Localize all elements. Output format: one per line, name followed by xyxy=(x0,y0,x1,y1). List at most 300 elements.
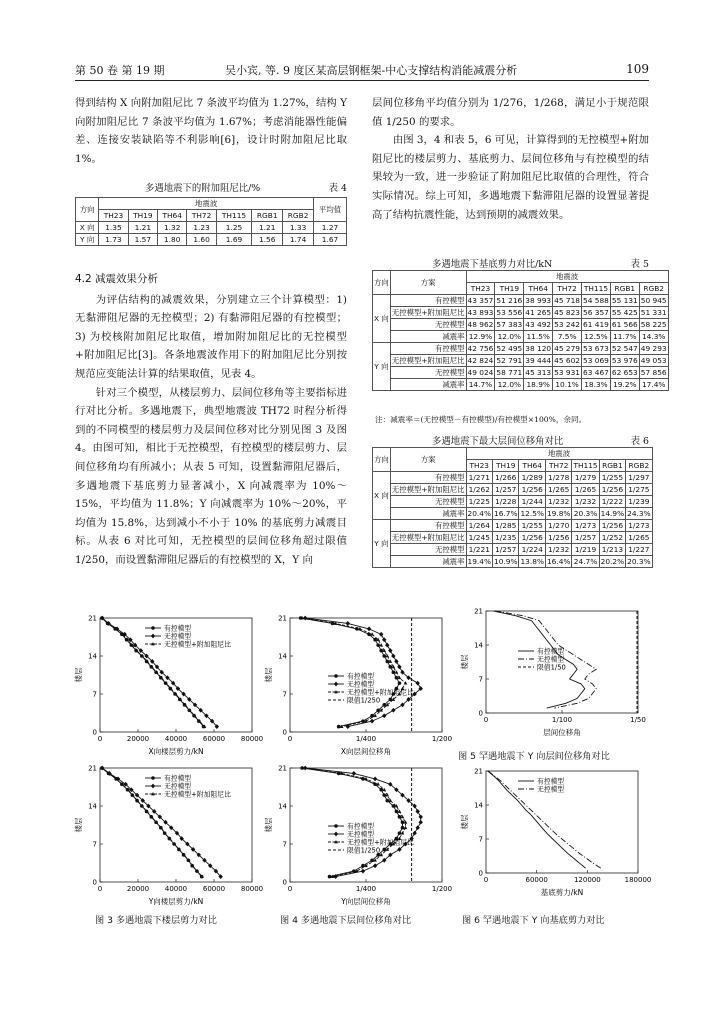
table-cell: 减震率 xyxy=(390,508,466,520)
legend-label: 限值1/50 xyxy=(537,663,566,672)
y-tick-label: 0 xyxy=(478,869,483,878)
table-cell: 24.3% xyxy=(627,509,651,518)
table-header-cell: TH115 xyxy=(216,210,252,222)
data-point xyxy=(404,826,408,829)
table-cell: 无控模型+附加阻尼比 xyxy=(391,308,465,317)
table-cell: 1/256 xyxy=(599,520,625,532)
table-cell: 1/271 xyxy=(466,472,492,484)
data-point xyxy=(398,815,402,819)
table-cell: X 向 xyxy=(76,222,99,234)
table-cell: 20.3% xyxy=(627,557,651,566)
legend-label: 无控模型 xyxy=(537,655,565,664)
table-header-cell: TH115 xyxy=(582,283,611,295)
chart-fig6 xyxy=(458,765,652,903)
table-cell: 45 313 xyxy=(525,368,552,377)
data-point xyxy=(395,670,399,673)
table-cell: 38 993 xyxy=(525,296,552,305)
table-cell: 53 931 xyxy=(554,368,581,377)
legend-marker xyxy=(334,674,338,678)
data-point xyxy=(373,863,377,868)
table-row xyxy=(373,484,653,496)
legend-label: 有控模型 xyxy=(347,672,375,681)
y-axis-label: 楼层 xyxy=(460,654,469,670)
y-tick-label: 7 xyxy=(92,690,97,699)
table-row xyxy=(373,307,669,319)
data-point xyxy=(398,809,402,812)
x-tick-label: 20000 xyxy=(126,885,150,893)
table-cell: 1/244 xyxy=(519,496,545,508)
data-point xyxy=(395,810,399,814)
data-point xyxy=(389,659,393,662)
table-header-cell: TH23 xyxy=(99,210,128,222)
table-row xyxy=(373,556,653,568)
chart-fig3b xyxy=(72,762,262,912)
table-cell: 12.0% xyxy=(495,331,524,343)
legend-label: 有控模型 xyxy=(537,777,565,786)
running-title: 吴小宾, 等. 9 度区某高层钢框架-中心支撑结构消能减震分析 xyxy=(225,64,518,77)
legend-marker xyxy=(151,784,155,789)
data-point xyxy=(370,719,374,724)
legend-marker xyxy=(151,626,155,630)
data-point xyxy=(412,831,416,836)
table-cell: 53 976 xyxy=(611,356,638,365)
table-cell: 61 419 xyxy=(583,320,609,329)
data-point xyxy=(367,626,371,631)
paragraph: 为评估结构的减震效果，分别建立三个计算模型：1) 无黏滞阻尼器的无控模型；2) 有黏滞阻尼器的有控模型；3) 为校核附加阻尼比取值，增加附加阻尼比的无控模型+附加阻尼比[3]。各条地震波作用下的附加阻尼比分别按规范应变能法计算的结果取值，见表 4。 xyxy=(75,293,347,380)
table-row xyxy=(373,532,653,544)
y-tick-label: 14 xyxy=(88,652,97,661)
table-header-cell: RGB2 xyxy=(639,283,668,295)
table-header-cell: TH72 xyxy=(553,283,582,295)
table-row xyxy=(373,295,669,307)
table-cell: 1/273 xyxy=(572,520,599,532)
table-cell: 7.5% xyxy=(553,331,582,343)
table-cell: 1/262 xyxy=(466,484,492,496)
table-cell: 61 566 xyxy=(611,320,638,329)
table-row xyxy=(373,472,653,484)
right-column-body xyxy=(372,94,649,224)
table-header-cell: TH19 xyxy=(128,210,157,222)
table-cell: 1.69 xyxy=(216,234,252,246)
data-point xyxy=(397,664,401,669)
legend-label: 无控模型+附加阻尼比 xyxy=(164,790,231,799)
table-cell: 1/255 xyxy=(599,472,625,484)
table-cell: 1/256 xyxy=(545,532,571,544)
table-row xyxy=(373,331,669,343)
table-cell: 55 425 xyxy=(611,308,638,317)
table-cell: 减震率 xyxy=(390,556,466,568)
table-header-cell: 方向 xyxy=(373,271,391,295)
data-point xyxy=(379,643,383,646)
data-point xyxy=(391,654,395,659)
table-header-cell: TH19 xyxy=(493,460,519,472)
table-cell: 1/235 xyxy=(493,532,519,544)
legend-marker xyxy=(334,832,338,837)
data-point xyxy=(419,814,423,819)
table4-caption: 多遇地震下的附加阻尼比/% xyxy=(145,183,261,194)
table-cell: 1/279 xyxy=(572,472,599,484)
fig3-caption: 图 3 多遇地震下楼层剪力对比 xyxy=(95,915,217,926)
header-rule xyxy=(75,80,649,81)
table-cell: 39 444 xyxy=(525,356,552,365)
table-header-cell: 地震波 xyxy=(99,198,314,210)
x-axis-label: Y向楼层剪力/kN xyxy=(148,897,204,906)
table-cell: 1/219 xyxy=(572,544,599,556)
table-header-cell: 方向 xyxy=(76,198,99,222)
table-cell: 有控模型 xyxy=(390,295,466,307)
data-point xyxy=(328,875,332,879)
table-cell: 1.57 xyxy=(128,234,157,246)
table-header-cell: 地震波 xyxy=(466,271,668,283)
x-tick-label: 1/200 xyxy=(431,885,453,893)
y-tick-label: 14 xyxy=(474,641,483,650)
table-cell: 53 556 xyxy=(496,308,523,317)
table-cell: 1/257 xyxy=(572,532,599,544)
table-cell: 1/232 xyxy=(572,496,599,508)
table-row xyxy=(373,508,653,520)
table-cell: 14.9% xyxy=(600,509,625,518)
x-tick-label: 0 xyxy=(287,885,293,893)
x-tick-label: 60000 xyxy=(202,735,226,743)
table-cell: 无控模型+附加阻尼比 xyxy=(391,485,465,494)
table-cell: 52 791 xyxy=(496,356,523,365)
x-tick-label: 180000 xyxy=(624,876,652,884)
table5-caption: 多遇地震下基底剪力对比/kN xyxy=(432,259,553,270)
table-cell: 49 053 xyxy=(640,356,667,365)
table-header-cell: 方案 xyxy=(390,448,466,472)
table6-caption: 多遇地震下最大层间位移角对比 xyxy=(432,436,564,447)
data-point xyxy=(385,799,389,803)
table-cell: 减震率 xyxy=(390,331,466,343)
table-header-cell: 地震波 xyxy=(466,448,652,460)
fig5-caption: 图 5 罕遇地震下 Y 向层间位移角对比 xyxy=(458,751,610,762)
data-point xyxy=(392,670,396,674)
y-tick-label: 7 xyxy=(92,840,97,849)
table-header-cell: TH64 xyxy=(519,460,545,472)
table-cell: Y 向 xyxy=(76,234,99,246)
legend-label: 无控模型+附加阻尼比 xyxy=(164,640,231,649)
data-point xyxy=(376,643,380,647)
table-cell: 12.9% xyxy=(466,331,495,343)
data-point xyxy=(361,864,365,868)
table-cell: 12.0% xyxy=(495,379,524,391)
table-header-cell: 方案 xyxy=(390,271,466,295)
page-number: 109 xyxy=(626,62,649,76)
data-point xyxy=(415,681,419,686)
table-row xyxy=(373,343,669,355)
table-header-cell: TH115 xyxy=(573,461,598,470)
table-cell: X 向 xyxy=(373,295,391,343)
table-cell: 1/273 xyxy=(626,520,652,532)
x-tick-label: 40000 xyxy=(164,885,188,893)
chart-fig3a xyxy=(72,612,262,762)
table-cell: 有控模型 xyxy=(390,472,466,484)
table-cell: 20.2% xyxy=(600,557,625,566)
table-cell: 42 756 xyxy=(467,344,494,353)
y-tick-label: 21 xyxy=(278,764,287,773)
data-point xyxy=(401,826,405,830)
legend-label: 限值1/250 xyxy=(347,696,381,705)
legend-label: 无控模型 xyxy=(164,782,192,791)
y-tick-label: 0 xyxy=(478,709,483,718)
table-cell: 48 962 xyxy=(467,320,494,329)
table-header-cell: TH23 xyxy=(466,283,495,295)
table-cell: 1/252 xyxy=(599,532,625,544)
y-tick-label: 14 xyxy=(278,652,287,661)
table-cell: 14.3% xyxy=(639,331,668,343)
table-cell: 51 216 xyxy=(496,296,523,305)
table-cell: 1/264 xyxy=(466,520,492,532)
table-cell: 1/278 xyxy=(545,472,571,484)
y-tick-label: 0 xyxy=(282,878,287,887)
table5 xyxy=(372,270,669,391)
table4 xyxy=(75,197,347,246)
table-cell: 1.33 xyxy=(283,222,314,234)
x-tick-label: 1/400 xyxy=(355,885,377,893)
table-cell: 1.67 xyxy=(314,234,347,246)
table-cell: 1/265 xyxy=(572,484,599,496)
legend-marker xyxy=(334,824,338,828)
data-point xyxy=(382,788,386,791)
legend-label: 有控模型 xyxy=(164,624,192,633)
table-cell: 50 945 xyxy=(640,296,667,305)
table-cell: 1/245 xyxy=(466,532,492,544)
legend-label: 无控模型 xyxy=(347,830,375,839)
table-cell: 17.4% xyxy=(639,379,668,391)
table-cell: 1/256 xyxy=(519,484,545,496)
data-point xyxy=(415,825,419,830)
data-point xyxy=(382,713,386,718)
y-tick-label: 0 xyxy=(92,878,97,887)
table-cell: 1.35 xyxy=(99,222,128,234)
table-cell: 1.25 xyxy=(216,222,252,234)
x-tick-label: 1/400 xyxy=(355,735,377,743)
table-header-cell: RGB2 xyxy=(626,460,652,472)
table-cell: 无控模型 xyxy=(390,496,466,508)
data-point xyxy=(398,831,402,835)
table-cell: 1/275 xyxy=(626,484,652,496)
table-cell: 无控模型+附加阻尼比 xyxy=(391,533,465,542)
table-header-cell: TH64 xyxy=(158,210,187,222)
table-cell: 10.9% xyxy=(494,557,518,566)
x-tick-label: 0 xyxy=(97,885,103,893)
table-cell: 18.3% xyxy=(582,379,611,391)
y-tick-label: 21 xyxy=(474,607,483,616)
table-cell: 无控模型 xyxy=(390,319,466,331)
table-header-cell: TH23 xyxy=(466,460,492,472)
y-axis-label: 楼层 xyxy=(74,817,83,833)
table-cell: 57 383 xyxy=(496,320,523,329)
legend-label: 限值1/250 xyxy=(347,846,381,855)
table-cell: 52 547 xyxy=(611,344,638,353)
data-point xyxy=(352,771,356,776)
table-cell: Y 向 xyxy=(373,343,391,391)
table5-number: 表 5 xyxy=(630,259,649,270)
table-header-cell: RGB2 xyxy=(283,210,314,222)
legend-label: 无控模型 xyxy=(164,632,192,641)
x-tick-label: 20000 xyxy=(126,735,150,743)
data-point xyxy=(394,659,398,664)
y-tick-label: 21 xyxy=(278,614,287,623)
y-tick-label: 7 xyxy=(282,690,287,699)
table-cell: 42 824 xyxy=(467,356,494,365)
legend-label: 无控模型 xyxy=(537,785,565,794)
table-cell: 有控模型 xyxy=(390,343,466,355)
fig6-caption: 图 6 罕遇地震下 Y 向基底剪力对比 xyxy=(462,915,605,926)
data-point xyxy=(358,627,362,630)
data-point xyxy=(385,643,389,648)
y-axis-label: 楼层 xyxy=(264,817,273,833)
data-point xyxy=(373,776,377,781)
x-tick-label: 80000 xyxy=(240,735,264,743)
legend-label: 无控模型 xyxy=(347,680,375,689)
x-tick-label: 0 xyxy=(287,735,293,743)
table-cell: 43 893 xyxy=(467,308,494,317)
paragraph: 层间位移角平均值分别为 1/276，1/268，满足小于规范限值 1/250 的要求。 xyxy=(372,97,649,128)
legend-label: 有控模型 xyxy=(347,822,375,831)
table-header-cell: RGB1 xyxy=(252,210,283,222)
data-point xyxy=(346,621,350,626)
table-cell: 1/257 xyxy=(493,544,519,556)
data-point xyxy=(379,632,383,637)
table-cell: 1/256 xyxy=(519,532,545,544)
table-cell: 无控模型+附加阻尼比 xyxy=(391,356,465,365)
data-point xyxy=(382,848,386,852)
table-cell: 57 856 xyxy=(640,368,667,377)
table-cell: 49 293 xyxy=(640,344,667,353)
section-heading: 4.2 减震效果分析 xyxy=(75,273,159,285)
table-cell: 55 131 xyxy=(611,296,638,305)
table-cell: 1.27 xyxy=(314,222,347,234)
data-point xyxy=(395,676,399,680)
data-point xyxy=(391,708,395,713)
table-cell: 49 024 xyxy=(467,368,494,377)
paragraph: 由图 3，4 和表 5，6 可见，计算得到的无控模型+附加阻尼比的楼层剪力、基底剪力、层间位移角与有控模型的结果较为一致，进一步验证了附加阻尼比取值的合理性，符合实际情况。综上可知，多遇地震下黏滞阻尼器的设置显著提高了结构抗震性能，达到预期的减震效果。 xyxy=(372,134,649,221)
table-header-cell: TH19 xyxy=(495,283,524,295)
table-header-cell: TH72 xyxy=(187,210,216,222)
y-axis-label: 楼层 xyxy=(264,667,273,683)
table-cell: 52 495 xyxy=(496,344,523,353)
x-tick-label: 1/100 xyxy=(551,716,573,724)
table-cell: 1.56 xyxy=(252,234,283,246)
table-cell: 1/227 xyxy=(626,544,652,556)
chart-fig4b xyxy=(262,762,452,912)
table6 xyxy=(372,447,653,568)
data-point xyxy=(419,820,423,825)
table-cell: 58 771 xyxy=(496,368,523,377)
table-cell: 1/255 xyxy=(519,520,545,532)
table-cell: 45 823 xyxy=(554,308,581,317)
table-cell: 1/221 xyxy=(466,544,492,556)
legend-label: 有控模型 xyxy=(164,774,192,783)
table-cell: 1.23 xyxy=(187,222,216,234)
x-axis-label: 层间位移角 xyxy=(543,728,581,737)
y-tick-label: 0 xyxy=(92,728,97,737)
table-cell: 1.80 xyxy=(158,234,187,246)
x-tick-label: 40000 xyxy=(164,735,188,743)
legend-marker xyxy=(151,634,155,639)
table-cell: 12.5% xyxy=(582,331,611,343)
table-cell: 1/228 xyxy=(493,496,519,508)
legend-marker xyxy=(151,776,155,780)
table-cell: X 向 xyxy=(373,472,391,520)
table-row xyxy=(373,319,669,331)
table-cell: 13.8% xyxy=(520,557,544,566)
table-cell: 53 673 xyxy=(583,344,609,353)
y-tick-label: 7 xyxy=(478,675,483,684)
y-tick-label: 14 xyxy=(278,802,287,811)
data-point xyxy=(361,869,365,874)
data-point xyxy=(385,660,389,664)
table-cell: 63 467 xyxy=(583,368,609,377)
table-cell: 1/256 xyxy=(599,484,625,496)
data-point xyxy=(370,632,374,635)
table-row xyxy=(76,222,347,234)
x-axis-label: X向层间位移角 xyxy=(340,747,392,756)
paragraph: 针对三个模型，从楼层剪力、层间位移角等主要指标进行对比分析。多遇地震下，典型地震波 TH72 时程分析得到的不同模型的楼层剪力及层间位移对比分别见图 3 及图 4。由图可知，相比于无控模型，有控模型的楼层剪力、层间位移角均有所减小；从表 5 可知，设置黏滞阻尼器后，多遇地震下基底剪力显著减小，X 向减震率为 10%～15%，平均值为 11.8%；Y 向减震率为 10%～20%，平均值为 15.8%，达到减小不小于 10% 的基底剪力减震目标。从表 6 对比可知，无控模型的层间位移角超过限值 1/250，而设置黏滞阻尼器后的有控模型的 X，Y 向 xyxy=(75,386,347,566)
x-tick-label: 60000 xyxy=(202,885,226,893)
table-cell: 11.5% xyxy=(524,331,553,343)
data-point xyxy=(388,648,392,653)
y-tick-label: 0 xyxy=(282,728,287,737)
data-point xyxy=(379,649,383,653)
y-tick-label: 21 xyxy=(474,767,483,776)
table-cell: 62 653 xyxy=(611,368,638,377)
legend-marker xyxy=(334,682,338,687)
y-tick-label: 21 xyxy=(88,764,97,773)
table-cell: 54 588 xyxy=(583,296,609,305)
x-tick-label: 60000 xyxy=(525,876,548,884)
table-cell: 38 120 xyxy=(525,344,552,353)
table-cell: 45 718 xyxy=(554,296,581,305)
y-tick-label: 14 xyxy=(88,802,97,811)
paragraph: 得到结构 X 向附加阻尼比 7 条波平均值为 1.27%，结构 Y 向附加阻尼比 7 条波平均值为 1.67%；考虑消能器性能偏差、连接安装缺陷等不利影响[6]，设计时附加阻尼比取 1%。 xyxy=(75,97,347,165)
table-cell: 14.7% xyxy=(466,379,495,391)
table-row xyxy=(373,367,669,379)
journal-issue: 第 50 卷 第 19 期 xyxy=(75,64,165,77)
table-cell: 11.7% xyxy=(610,331,639,343)
data-point xyxy=(376,708,380,712)
x-axis-label: 基底剪力/kN xyxy=(540,888,584,897)
data-point xyxy=(415,809,419,814)
table-header-cell: TH64 xyxy=(524,283,553,295)
legend-label: 无控模型+附加阻尼比 xyxy=(347,838,414,847)
table-cell: 16.4% xyxy=(546,557,571,566)
table-header-cell: 方向 xyxy=(373,448,391,472)
table-cell: 1/266 xyxy=(493,472,519,484)
chart-fig5 xyxy=(458,605,648,743)
y-axis-label: 楼层 xyxy=(74,667,83,683)
table-cell: 53 069 xyxy=(583,356,609,365)
table-cell: 45 279 xyxy=(554,344,581,353)
table5-note: 注：减震率＝(无控模型－有控模型)/有控模型×100%，余同。 xyxy=(375,415,587,424)
table-cell: 1.21 xyxy=(252,222,283,234)
table-row xyxy=(373,379,669,391)
table-cell: 19.2% xyxy=(610,379,639,391)
table-row xyxy=(373,520,653,532)
data-point xyxy=(382,637,386,642)
x-tick-label: 0 xyxy=(97,735,103,743)
table-cell: 1/213 xyxy=(599,544,625,556)
table-cell: 24.7% xyxy=(573,557,598,566)
x-tick-label: 0 xyxy=(483,876,489,884)
table-cell: 无控模型 xyxy=(390,544,466,556)
table-cell: 1/285 xyxy=(493,520,519,532)
x-axis-label: Y向层间位移角 xyxy=(341,897,391,906)
table-cell: 1/265 xyxy=(626,532,652,544)
table-cell: 1/232 xyxy=(545,544,571,556)
table-row xyxy=(373,544,653,556)
